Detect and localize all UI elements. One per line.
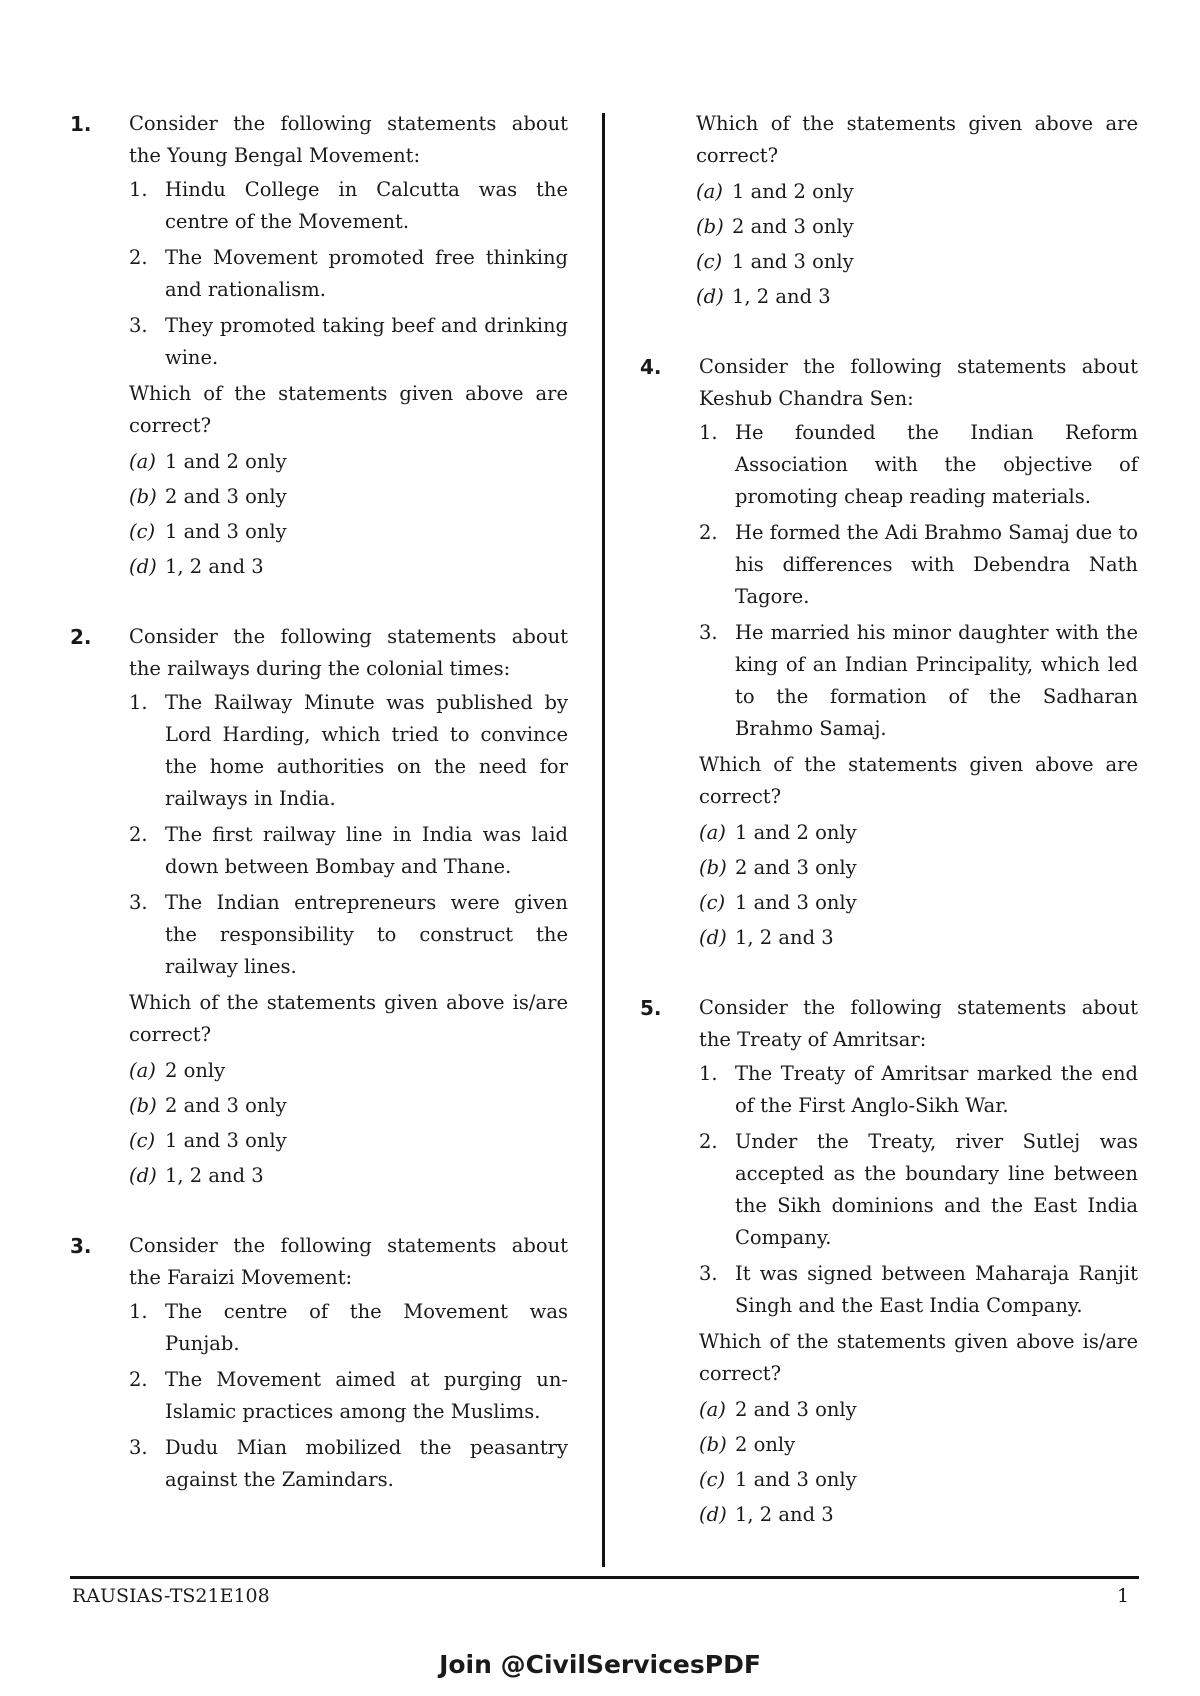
- option-c[interactable]: (c) 1 and 3 only: [129, 520, 287, 543]
- paper-code: RAUSIAS-TS21E108: [72, 1585, 270, 1607]
- option-a[interactable]: (a) 1 and 2 only: [699, 821, 857, 844]
- option-b[interactable]: (b) 2 and 3 only: [696, 215, 854, 238]
- question-3: [70, 1230, 568, 1496]
- question-stem: Consider the following statements about the Young Bengal Movement:: [129, 112, 568, 167]
- option-list: [696, 176, 1138, 313]
- join-channel-text[interactable]: Join @CivilServicesPDF: [439, 1650, 761, 1679]
- statement: 3. The Indian entrepreneurs were given the responsibility to construct the railway lines.: [129, 891, 568, 978]
- statement-list: [129, 1296, 568, 1496]
- question-stem: Consider the following statements about Keshub Chandra Sen:: [699, 355, 1138, 410]
- statement: 2. The Movement promoted free thinking and rationalism.: [129, 246, 568, 301]
- option-d[interactable]: (d) 1, 2 and 3: [699, 1503, 834, 1526]
- option-d[interactable]: (d) 1, 2 and 3: [129, 1164, 264, 1187]
- option-c[interactable]: (c) 1 and 3 only: [696, 250, 854, 273]
- question-stem: Consider the following statements about the railways during the colonial times:: [129, 625, 568, 680]
- option-b[interactable]: (b) 2 only: [699, 1433, 796, 1456]
- option-d[interactable]: (d) 1, 2 and 3: [699, 926, 834, 949]
- statement: 3. He married his minor daughter with the king of an Indian Principality, which led to the formation of the Sadharan Brahmo Samaj.: [699, 621, 1138, 740]
- question-prompt: Which of the statements given above is/are correct?: [129, 991, 568, 1046]
- statement: 2. The first railway line in India was laid down between Bombay and Thane.: [129, 823, 568, 878]
- question-prompt: Which of the statements given above are correct?: [699, 753, 1138, 808]
- statement-list: [699, 417, 1138, 745]
- statement: 3. Dudu Mian mobilized the peasantry against the Zamindars.: [129, 1436, 568, 1491]
- option-a[interactable]: (a) 2 and 3 only: [699, 1398, 857, 1421]
- statement: 1. The Railway Minute was published by Lord Harding, which tried to convince the home authorities on the need for railways in India.: [129, 691, 568, 810]
- option-b[interactable]: (b) 2 and 3 only: [699, 856, 857, 879]
- option-list: [699, 817, 1138, 954]
- question-2: [70, 621, 568, 1192]
- option-list: [129, 1055, 568, 1192]
- option-c[interactable]: (c) 1 and 3 only: [129, 1129, 287, 1152]
- question-prompt: Which of the statements given above is/are correct?: [699, 1330, 1138, 1385]
- question-stem: Consider the following statements about the Treaty of Amritsar:: [699, 996, 1138, 1051]
- question-prompt: Which of the statements given above are correct?: [696, 112, 1138, 167]
- option-c[interactable]: (c) 1 and 3 only: [699, 1468, 857, 1491]
- option-d[interactable]: (d) 1, 2 and 3: [129, 555, 264, 578]
- footer-rule: [70, 1576, 1139, 1579]
- statement-list: [129, 174, 568, 374]
- option-list: [699, 1394, 1138, 1531]
- statement: 2. The Movement aimed at purging un-Islamic practices among the Muslims.: [129, 1368, 568, 1423]
- question-5: [640, 992, 1138, 1531]
- question-number: 4.: [640, 355, 662, 379]
- statement-list: [699, 1058, 1138, 1322]
- option-b[interactable]: (b) 2 and 3 only: [129, 485, 287, 508]
- question-number: 3.: [70, 1234, 92, 1258]
- question-number: 5.: [640, 996, 662, 1020]
- statement: 3. It was signed between Maharaja Ranjit Singh and the East India Company.: [699, 1262, 1138, 1317]
- statement: 2. Under the Treaty, river Sutlej was accepted as the boundary line between the Sikh dominions and the East India Company.: [699, 1130, 1138, 1249]
- option-a[interactable]: (a) 1 and 2 only: [129, 450, 287, 473]
- option-a[interactable]: (a) 1 and 2 only: [696, 180, 854, 203]
- statement: 2. He formed the Adi Brahmo Samaj due to his differences with Debendra Nath Tagore.: [699, 521, 1138, 608]
- option-a[interactable]: (a) 2 only: [129, 1059, 226, 1082]
- option-list: [129, 446, 568, 583]
- option-b[interactable]: (b) 2 and 3 only: [129, 1094, 287, 1117]
- question-1: [70, 108, 568, 583]
- option-d[interactable]: (d) 1, 2 and 3: [696, 285, 831, 308]
- option-c[interactable]: (c) 1 and 3 only: [699, 891, 857, 914]
- statement: 1. The centre of the Movement was Punjab.: [129, 1300, 568, 1355]
- page-number: 1: [1117, 1585, 1130, 1607]
- left-column: [70, 108, 568, 1534]
- statement: 1. The Treaty of Amritsar marked the end of the First Anglo-Sikh War.: [699, 1062, 1138, 1117]
- question-prompt: Which of the statements given above are correct?: [129, 382, 568, 437]
- question-4: [640, 351, 1138, 954]
- right-column: [640, 108, 1138, 1569]
- question-number: 2.: [70, 625, 92, 649]
- question-number: 1.: [70, 112, 92, 136]
- question-stem: Consider the following statements about the Faraizi Movement:: [129, 1234, 568, 1289]
- statement: 1. He founded the Indian Reform Association with the objective of promoting cheap reading materials.: [699, 421, 1138, 508]
- statement: 1. Hindu College in Calcutta was the centre of the Movement.: [129, 178, 568, 233]
- statement: 3. They promoted taking beef and drinking wine.: [129, 314, 568, 369]
- statement-list: [129, 687, 568, 983]
- column-divider: [602, 113, 605, 1567]
- question-3-continued: [640, 108, 1138, 313]
